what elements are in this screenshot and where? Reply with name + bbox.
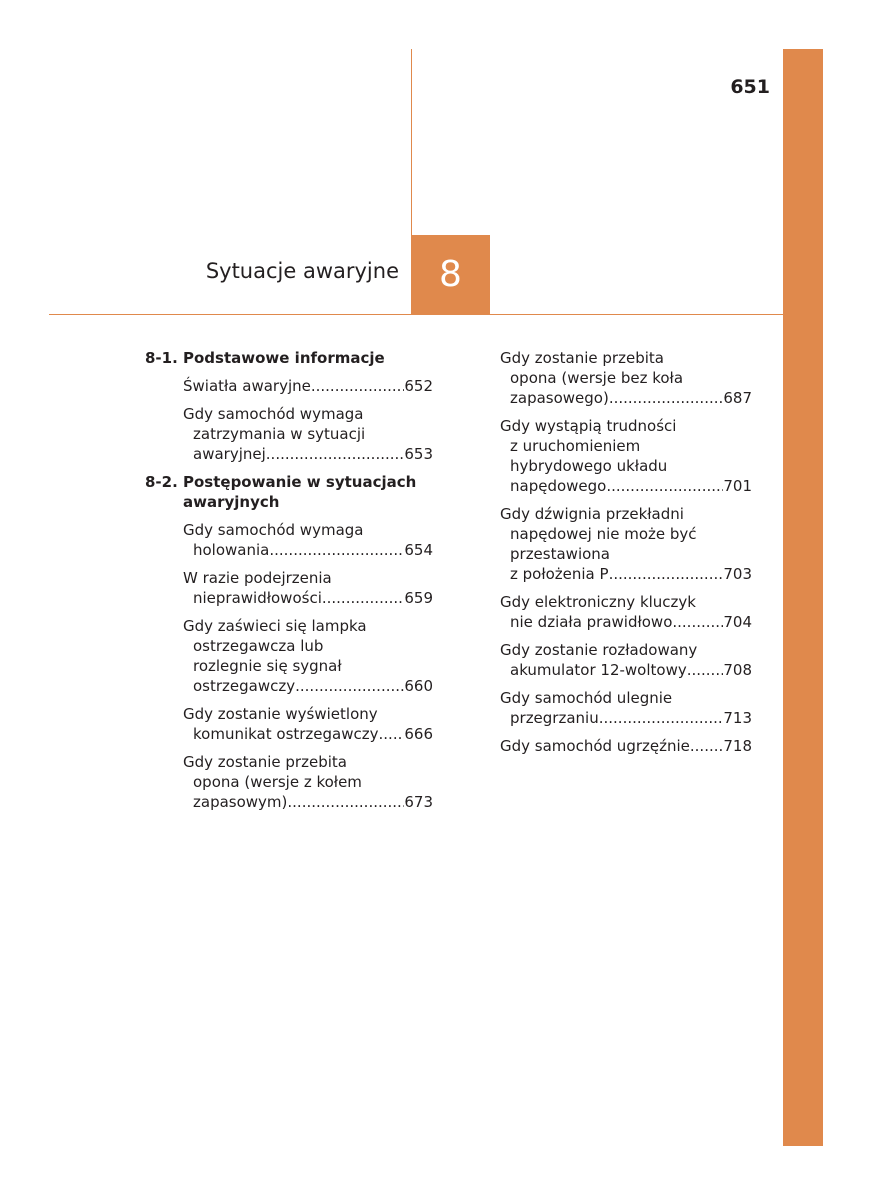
dot-leader: [606, 476, 723, 496]
dot-leader: [269, 540, 404, 560]
entry-text-line: Światła awaryjne: [183, 377, 311, 395]
entry-page-number: 653: [404, 445, 433, 463]
entry-text-line: Gdy samochód wymaga: [183, 405, 364, 423]
entry-text-line: Gdy zostanie rozładowany: [500, 641, 698, 659]
entry-text-line: napędowej nie może być: [510, 525, 697, 543]
entry-page-number: 708: [723, 661, 752, 679]
dot-leader: [687, 660, 724, 680]
entry-page-number: 701: [723, 477, 752, 495]
toc-entry[interactable]: [183, 376, 433, 396]
entry-page-number: 673: [404, 793, 433, 811]
toc-entry[interactable]: [500, 504, 752, 584]
toc-entry[interactable]: [183, 752, 433, 812]
toc-entry[interactable]: [183, 404, 433, 464]
entry-text-line: zapasowym): [193, 793, 288, 811]
toc-entry[interactable]: [500, 640, 752, 680]
toc-right-column: [500, 348, 752, 764]
dot-leader: [295, 676, 404, 696]
entry-page-number: 718: [723, 737, 752, 755]
chapter-number-box: 8: [411, 235, 490, 314]
dot-leader: [599, 708, 724, 728]
entry-page-number: 713: [723, 709, 752, 727]
entry-text-line: opona (wersje bez koła: [510, 369, 684, 387]
entry-text-line: zapasowego): [510, 389, 609, 407]
entry-text-line: nie działa prawidłowo: [510, 613, 673, 631]
entry-text-line: Gdy dźwignia przekładni: [500, 505, 684, 523]
toc-entry[interactable]: [500, 348, 752, 408]
entry-text-line: awaryjnej: [193, 445, 266, 463]
entry-text-line: zatrzymania w sytuacji: [193, 425, 366, 443]
page-number: 651: [730, 76, 770, 98]
entry-leader-line: [500, 564, 752, 584]
section-number: 8-1.: [145, 349, 178, 367]
entry-text-line: ostrzegawczy: [193, 677, 296, 695]
entry-page-number: 687: [723, 389, 752, 407]
entry-text-line: rozlegnie się sygnał: [193, 657, 342, 675]
entry-text-line: Gdy zostanie wyświetlony: [183, 705, 378, 723]
entry-text-line: ostrzegawcza lub: [193, 637, 324, 655]
entry-leader-line: [500, 476, 752, 496]
toc-entry[interactable]: [183, 704, 433, 744]
entry-text-line: napędowego: [510, 477, 607, 495]
entry-text-line: Gdy elektroniczny kluczyk: [500, 593, 696, 611]
entry-page-number: 666: [404, 725, 433, 743]
section-title: Postępowanie w sytuacjach awaryjnych: [183, 473, 417, 511]
entry-text-line: przestawiona: [510, 545, 610, 563]
toc-entry[interactable]: [500, 592, 752, 632]
entry-text-line: z położenia P: [510, 565, 609, 583]
entry-text-line: hybrydowego układu: [510, 457, 668, 475]
toc-entry[interactable]: [183, 568, 433, 608]
toc-section-heading: [145, 472, 433, 512]
chapter-side-tab: [783, 49, 823, 1146]
entry-text-line: opona (wersje z kołem: [193, 773, 362, 791]
dot-leader: [287, 792, 404, 812]
entry-leader-line: [183, 676, 433, 696]
entry-leader-line: [183, 540, 433, 560]
dot-leader: [322, 588, 405, 608]
entry-leader-line: [183, 444, 433, 464]
dot-leader: [311, 376, 405, 396]
entry-page-number: 659: [404, 589, 433, 607]
chapter-title: Sytuacje awaryjne: [205, 259, 399, 283]
toc-left-column: [145, 348, 433, 820]
toc-entry[interactable]: [500, 416, 752, 496]
toc-entry[interactable]: [183, 520, 433, 560]
entry-leader-line: [500, 708, 752, 728]
dot-leader: [266, 444, 405, 464]
toc-entry[interactable]: [500, 688, 752, 728]
entry-page-number: 652: [404, 377, 433, 395]
entry-page-number: 654: [404, 541, 433, 559]
entry-page-number: 703: [723, 565, 752, 583]
entry-text-line: holowania: [193, 541, 270, 559]
entry-text-line: komunikat ostrzegawczy: [193, 725, 379, 743]
toc-entry[interactable]: [500, 736, 752, 756]
horizontal-rule: [49, 314, 783, 315]
entry-text-line: W razie podejrzenia: [183, 569, 332, 587]
entry-text-line: Gdy zostanie przebita: [183, 753, 347, 771]
entry-text-line: Gdy samochód ugrzęźnie: [500, 737, 690, 755]
entry-leader-line: [183, 724, 433, 744]
dot-leader: [379, 724, 405, 744]
dot-leader: [609, 564, 724, 584]
entry-text-line: Gdy wystąpią trudności: [500, 417, 677, 435]
entry-leader-line: [183, 588, 433, 608]
entry-leader-line: [500, 388, 752, 408]
entry-leader-line: [500, 612, 752, 632]
entry-leader-line: [183, 376, 433, 396]
entry-leader-line: [183, 792, 433, 812]
toc-entry[interactable]: [183, 616, 433, 696]
toc-section-heading: [145, 348, 433, 368]
dot-leader: [690, 736, 723, 756]
entry-text-line: z uruchomieniem: [510, 437, 641, 455]
entry-text-line: Gdy zostanie przebita: [500, 349, 664, 367]
entry-text-line: nieprawidłowości: [193, 589, 322, 607]
dot-leader: [672, 612, 723, 632]
entry-page-number: 704: [723, 613, 752, 631]
entry-text-line: Gdy samochód ulegnie: [500, 689, 673, 707]
entry-leader-line: [500, 736, 752, 756]
entry-leader-line: [500, 660, 752, 680]
section-number: 8-2.: [145, 473, 178, 491]
section-title: Podstawowe informacje: [183, 349, 385, 367]
entry-text-line: Gdy zaświeci się lampka: [183, 617, 367, 635]
dot-leader: [609, 388, 724, 408]
entry-page-number: 660: [404, 677, 433, 695]
entry-text-line: Gdy samochód wymaga: [183, 521, 364, 539]
entry-text-line: akumulator 12-woltowy: [510, 661, 687, 679]
entry-text-line: przegrzaniu: [510, 709, 599, 727]
